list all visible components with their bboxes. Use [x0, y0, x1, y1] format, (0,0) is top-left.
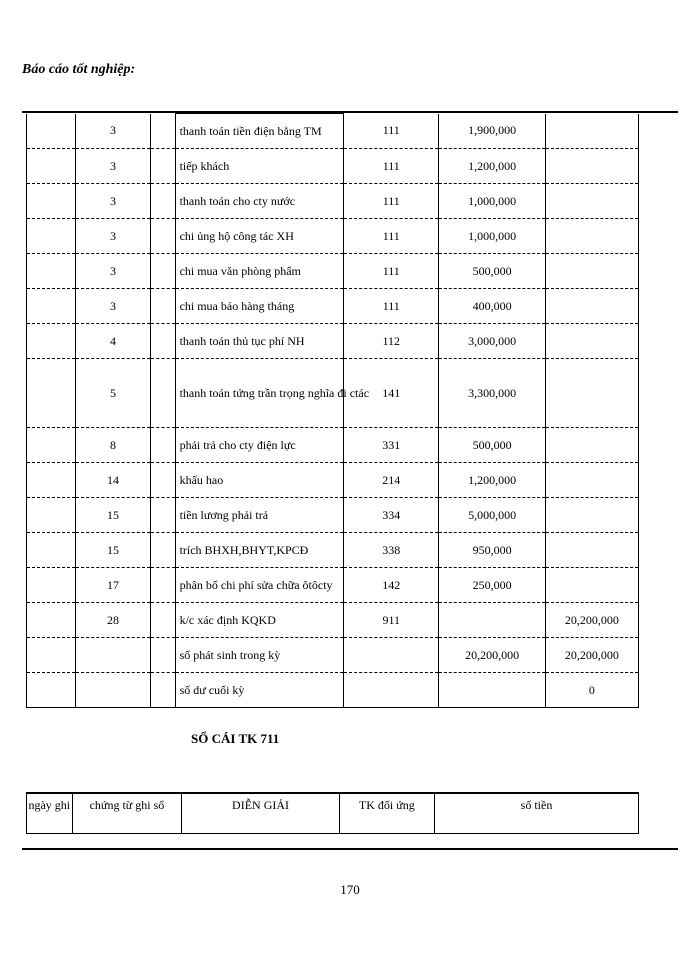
page-number: 170	[340, 882, 360, 897]
ledger-counter-account: 111	[344, 184, 439, 219]
header-amount: số tiền	[434, 793, 638, 834]
ledger-counter-account: 111	[344, 114, 439, 149]
ledger-credit: 20,200,000	[545, 603, 638, 638]
ledger-doc-number: 15	[75, 498, 150, 533]
ledger-debit	[439, 603, 545, 638]
ledger-counter-account: 331	[344, 428, 439, 463]
ledger-credit	[545, 498, 638, 533]
ledger-doc-number: 28	[75, 603, 150, 638]
ledger-date-cell	[27, 498, 76, 533]
ledger-description: số dư cuối kỳ	[175, 673, 344, 708]
header-description: DIỄN GIẢI	[182, 793, 339, 834]
ledger-counter-account	[344, 673, 439, 708]
ledger-counter-account: 112	[344, 324, 439, 359]
ledger-doc-number: 14	[75, 463, 150, 498]
ledger-description: thanh toán tứng trần trọng nghĩa đi ctác	[175, 359, 344, 428]
ledger-credit	[545, 533, 638, 568]
ledger-doc-number: 3	[75, 289, 150, 324]
ledger-counter-account	[344, 638, 439, 673]
ledger-counter-account: 911	[344, 603, 439, 638]
ledger-doc-number: 3	[75, 254, 150, 289]
ledger-date-cell	[27, 324, 76, 359]
ledger-row	[27, 219, 639, 254]
ledger-date-cell	[27, 219, 76, 254]
ledger-description: phải trả cho cty điện lực	[175, 428, 344, 463]
ledger-credit: 20,200,000	[545, 638, 638, 673]
ledger-doc-number: 3	[75, 114, 150, 149]
ledger-credit	[545, 114, 638, 149]
ledger-date-cell	[27, 114, 76, 149]
ledger-row	[27, 254, 639, 289]
header-date: ngày ghi	[27, 793, 73, 834]
ledger-row	[27, 533, 639, 568]
ledger-row	[27, 114, 639, 149]
ledger-doc-number: 3	[75, 219, 150, 254]
ledger-doc-number: 3	[75, 184, 150, 219]
ledger-debit: 250,000	[439, 568, 545, 603]
ledger-description: tiền lương phải trả	[175, 498, 344, 533]
ledger-credit: 0	[545, 673, 638, 708]
report-header-title: Báo cáo tốt nghiệp:	[22, 62, 136, 77]
ledger-counter-account: 142	[344, 568, 439, 603]
ledger-doc-date	[151, 428, 175, 463]
ledger-doc-number	[75, 673, 150, 708]
ledger-row	[27, 359, 639, 428]
ledger-row	[27, 498, 639, 533]
ledger-description: chi mua văn phòng phẩm	[175, 254, 344, 289]
ledger-row	[27, 289, 639, 324]
ledger-doc-date	[151, 289, 175, 324]
header-document: chứng từ ghi sổ	[72, 793, 182, 834]
ledger-debit: 1,200,000	[439, 149, 545, 184]
ledger-doc-number: 8	[75, 428, 150, 463]
ledger-doc-date	[151, 673, 175, 708]
ledger-description: thanh toán thủ tục phí NH	[175, 324, 344, 359]
ledger-date-cell	[27, 568, 76, 603]
footer-rule	[22, 848, 678, 850]
ledger-doc-date	[151, 359, 175, 428]
ledger-counter-account: 111	[344, 254, 439, 289]
ledger-row	[27, 463, 639, 498]
ledger-debit: 500,000	[439, 428, 545, 463]
ledger-credit	[545, 428, 638, 463]
ledger-date-cell	[27, 673, 76, 708]
ledger-counter-account: 111	[344, 219, 439, 254]
ledger-description: khấu hao	[175, 463, 344, 498]
ledger-doc-date	[151, 533, 175, 568]
ledger-description: tiếp khách	[175, 149, 344, 184]
ledger-credit	[545, 463, 638, 498]
ledger-doc-date	[151, 603, 175, 638]
ledger-doc-number: 15	[75, 533, 150, 568]
ledger-doc-number: 4	[75, 324, 150, 359]
ledger-credit	[545, 149, 638, 184]
ledger-credit	[545, 184, 638, 219]
ledger-doc-date	[151, 219, 175, 254]
ledger-doc-date	[151, 254, 175, 289]
ledger-credit	[545, 568, 638, 603]
ledger-counter-account: 111	[344, 289, 439, 324]
ledger-description: chi mua báo hàng tháng	[175, 289, 344, 324]
ledger-row	[27, 568, 639, 603]
ledger-date-cell	[27, 638, 76, 673]
ledger-row	[27, 638, 639, 673]
ledger-debit: 3,300,000	[439, 359, 545, 428]
ledger-doc-date	[151, 638, 175, 673]
ledger-row	[27, 428, 639, 463]
ledger-date-cell	[27, 359, 76, 428]
ledger-doc-date	[151, 184, 175, 219]
ledger-debit: 1,200,000	[439, 463, 545, 498]
ledger-description: trích BHXH,BHYT,KPCĐ	[175, 533, 344, 568]
ledger-credit	[545, 289, 638, 324]
ledger-description: thanh toán cho cty nước	[175, 184, 344, 219]
ledger-debit: 1,000,000	[439, 184, 545, 219]
ledger-row	[27, 184, 639, 219]
ledger-doc-number: 3	[75, 149, 150, 184]
ledger-doc-date	[151, 568, 175, 603]
ledger-date-cell	[27, 428, 76, 463]
ledger-description: thanh toán tiền điện bằng TM	[175, 114, 344, 149]
ledger-doc-number: 17	[75, 568, 150, 603]
ledger-debit: 1,900,000	[439, 114, 545, 149]
header-row	[27, 793, 639, 834]
ledger-description: phân bổ chi phí sửa chữa ôtôcty	[175, 568, 344, 603]
ledger-doc-date	[151, 149, 175, 184]
ledger-date-cell	[27, 149, 76, 184]
ledger-debit: 400,000	[439, 289, 545, 324]
ledger-header-table	[26, 792, 639, 834]
ledger-table	[26, 113, 639, 708]
ledger-credit	[545, 254, 638, 289]
ledger-date-cell	[27, 254, 76, 289]
ledger-debit: 500,000	[439, 254, 545, 289]
ledger-doc-date	[151, 463, 175, 498]
ledger-debit: 1,000,000	[439, 219, 545, 254]
ledger-description: số phát sinh trong kỳ	[175, 638, 344, 673]
ledger-date-cell	[27, 603, 76, 638]
ledger-credit	[545, 324, 638, 359]
ledger-counter-account: 338	[344, 533, 439, 568]
ledger-doc-date	[151, 498, 175, 533]
ledger-date-cell	[27, 289, 76, 324]
ledger-row	[27, 324, 639, 359]
ledger-credit	[545, 359, 638, 428]
ledger-debit: 950,000	[439, 533, 545, 568]
ledger-description: k/c xác định KQKD	[175, 603, 344, 638]
ledger-counter-account: 111	[344, 149, 439, 184]
ledger-counter-account: 141	[344, 359, 439, 428]
ledger-counter-account: 334	[344, 498, 439, 533]
ledger-debit: 20,200,000	[439, 638, 545, 673]
ledger-description: chi ủng hộ công tác XH	[175, 219, 344, 254]
ledger-credit	[545, 219, 638, 254]
ledger-debit: 3,000,000	[439, 324, 545, 359]
ledger-row	[27, 673, 639, 708]
ledger-doc-date	[151, 114, 175, 149]
ledger-date-cell	[27, 533, 76, 568]
section-title: SỔ CÁI TK 711	[191, 731, 280, 746]
ledger-debit	[439, 673, 545, 708]
header-counter-account: TK đối ứng	[339, 793, 434, 834]
ledger-doc-number: 5	[75, 359, 150, 428]
ledger-row	[27, 149, 639, 184]
ledger-date-cell	[27, 184, 76, 219]
ledger-counter-account: 214	[344, 463, 439, 498]
ledger-row	[27, 603, 639, 638]
ledger-doc-number	[75, 638, 150, 673]
ledger-date-cell	[27, 463, 76, 498]
ledger-doc-date	[151, 324, 175, 359]
ledger-debit: 5,000,000	[439, 498, 545, 533]
